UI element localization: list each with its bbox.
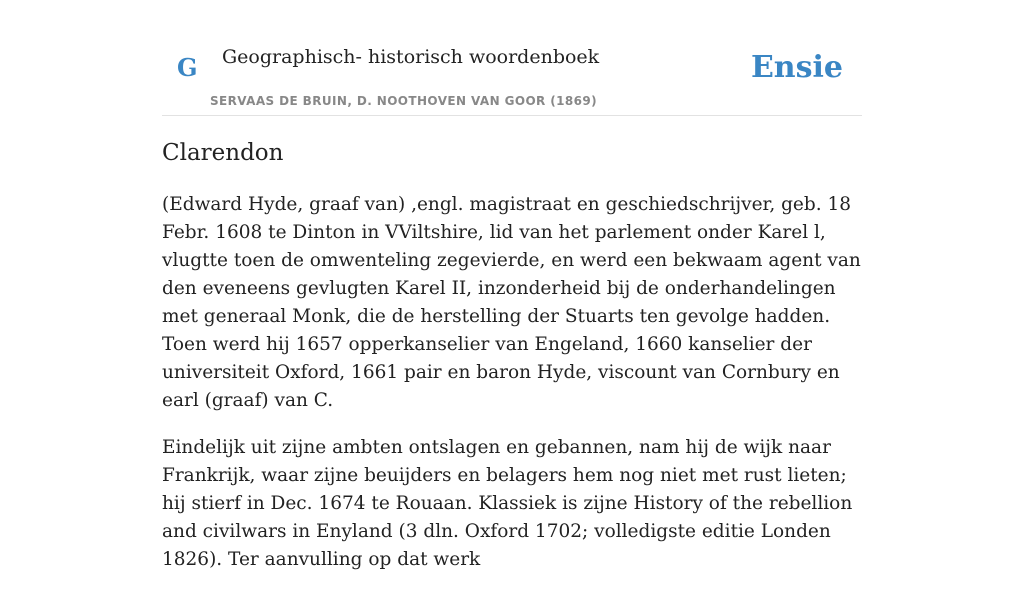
header xyxy=(162,0,862,116)
ensie-logo-link[interactable]: Ensie xyxy=(750,50,843,85)
page xyxy=(162,0,862,593)
entry-paragraph: (Edward Hyde, graaf van) ,engl. magistraat en geschiedschrijver, geb. 18 Febr. 1608 te Dinton in VViltshire, lid van het parlement onder Karel l, vlugtte toen de omwenteling zegevierde, en werd een bekwaam agent van den eveneens gevlugten Karel II, inzonderheid bij de onderhandelingen met generaal Monk, die de herstelling der Stuarts ten gevolge hadden. Toen werd hij 1657 opperkanselier van Engeland, 1660 kanselier der universiteit Oxford, 1661 pair en baron Hyde, viscount van Cornbury en earl (graaf) van C. xyxy=(162,193,861,411)
entry-body xyxy=(162,191,862,574)
entry-paragraph: Eindelijk uit zijne ambten ontslagen en gebannen, nam hij de wijk naar Frankrijk, waar zijne beuijders en belagers hem nog niet met rust lieten; hij stierf in Dec. 1674 te Rouaan. Klassiek is zijne History of the rebellion and civilwars in Enyland (3 dln. Oxford 1702; volledigste editie Londen 1826). Ter aanvulling op dat werk xyxy=(162,436,853,570)
book-title[interactable]: Geographisch- historisch woordenboek xyxy=(222,46,600,68)
book-g-icon[interactable]: G xyxy=(177,53,198,82)
entry-title: Clarendon xyxy=(162,140,284,166)
book-author[interactable]: SERVAAS DE BRUIN, D. NOOTHOVEN VAN GOOR (1869) xyxy=(210,94,598,108)
